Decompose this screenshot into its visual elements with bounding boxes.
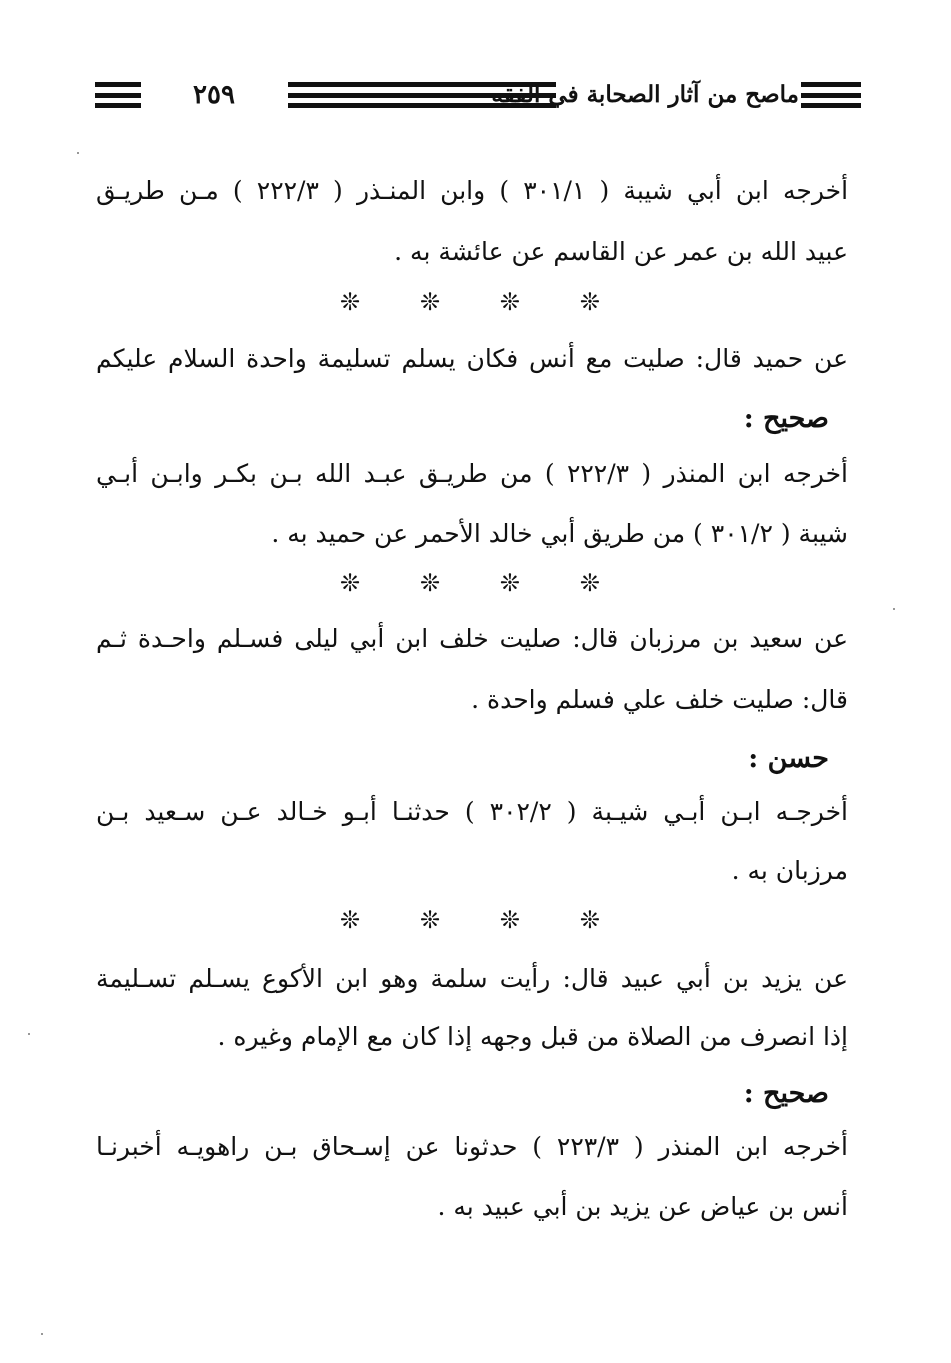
asterism-icon: ❊ xyxy=(340,288,361,316)
scan-speck xyxy=(77,152,79,154)
text-line: عن يزيد بن أبي عبيد قال: رأيت سلمة وهو ابن الأكوع يسـلم تسـليمة xyxy=(96,964,848,993)
scan-speck xyxy=(28,1033,30,1035)
asterism-icon: ❊ xyxy=(340,906,361,934)
text-line: أخرجه ابن أبي شيبة ( ٣٠١/١ ) وابن المنـذر ( ٢٢٢/٣ ) مـن طريـق xyxy=(96,176,849,205)
asterism-icon: ❊ xyxy=(579,569,600,597)
section-separator xyxy=(340,905,600,935)
grade-heading: صحيح : xyxy=(743,403,829,434)
grade-heading: حسن : xyxy=(748,743,829,774)
text-line: عبيد الله بن عمر عن القاسم عن عائشة به . xyxy=(394,237,848,266)
asterism-icon: ❊ xyxy=(499,906,521,934)
asterism-icon: ❊ xyxy=(579,288,600,316)
asterism-icon: ❊ xyxy=(499,288,521,316)
section-separator xyxy=(340,568,600,598)
text-line: شيبة ( ٣٠١/٢ ) من طريق أبي خالد الأحمر عن حميد به . xyxy=(271,519,848,548)
text-line: عن سعيد بن مرزبان قال: صليت خلف ابن أبي ليلى فسـلم واحـدة ثـم xyxy=(96,624,848,653)
text-line: عن حميد قال: صليت مع أنس فكان يسلم تسليمة واحدة السلام عليكم xyxy=(96,344,848,373)
asterism-icon: ❊ xyxy=(419,288,441,316)
text-line: قال: صليت خلف علي فسلم واحدة . xyxy=(471,685,848,714)
running-title: ماصح من آثار الصحابة في الفقه xyxy=(491,81,799,108)
asterism-icon: ❊ xyxy=(419,906,441,934)
section-separator xyxy=(340,287,600,317)
text-line: أخرجه ابن المنذر ( ٢٢٣/٣ ) حدثونا عن إسـحاق بـن راهويـه أخبرنـا xyxy=(96,1132,848,1161)
text-line: أخرجـه ابـن أبـي شيـبة ( ٣٠٢/٢ ) حدثنـا أبـو خـالد عـن سـعيد بـن xyxy=(96,797,848,826)
scan-speck xyxy=(893,608,895,610)
text-line: أنس بن عياض عن يزيد بن أبي عبيد به . xyxy=(437,1192,848,1221)
text-line: مرزبان به . xyxy=(731,856,848,885)
header-rule-right xyxy=(801,82,861,108)
asterism-icon: ❊ xyxy=(579,906,600,934)
page-number: ٢٥٩ xyxy=(193,80,235,110)
header-rule-left xyxy=(95,82,141,108)
asterism-icon: ❊ xyxy=(499,569,521,597)
asterism-icon: ❊ xyxy=(340,569,361,597)
page-header xyxy=(95,78,861,112)
asterism-icon: ❊ xyxy=(419,569,441,597)
grade-heading: صحيح : xyxy=(743,1078,829,1109)
text-line: إذا انصرف من الصلاة من قبل وجهه إذا كان مع الإمام وغيره . xyxy=(217,1022,848,1051)
scan-speck xyxy=(41,1333,43,1335)
text-line: أخرجه ابن المنذر ( ٢٢٢/٣ ) من طريـق عبـد الله بـن بكـر وابـن أبـي xyxy=(96,459,848,488)
